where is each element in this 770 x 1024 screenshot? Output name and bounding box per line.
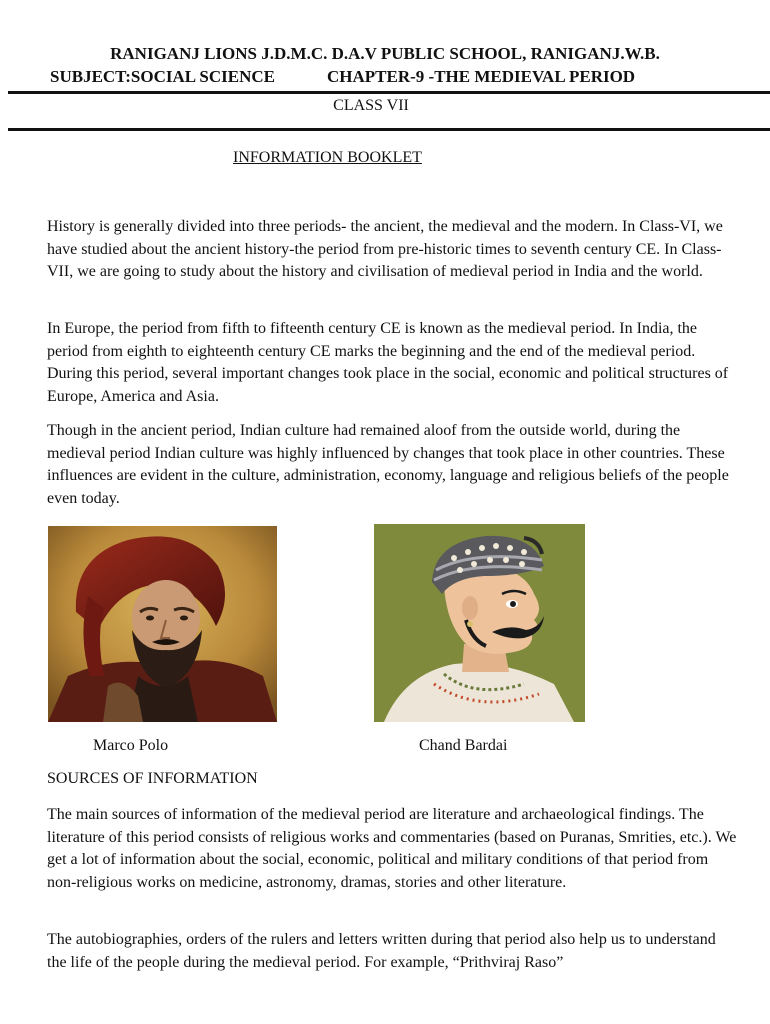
sources-paragraph-2: The autobiographies, orders of the rulers and letters written during that period also help us to understand the life of the people during the medieval period. For example, “Prithviraj Raso” [47, 931, 716, 971]
marco-polo-portrait [48, 526, 277, 722]
marco-polo-caption: Marco Polo [93, 737, 169, 754]
intro-paragraph-1: History is generally divided into three periods- the ancient, the medieval and the modern. In Class-VI, we have studied about the ancient history-the period from pre-historic times to seventh century CE. In Class-VII, we are going to study about the history and civilisation of medieval period in India and the world. [47, 218, 723, 280]
sources-heading: SOURCES OF INFORMATION [47, 770, 258, 787]
subject-label: SUBJECT:SOCIAL SCIENCE [50, 67, 276, 86]
chand-bardai-portrait [374, 524, 585, 722]
sources-paragraph-1: The main sources of information of the medieval period are literature and archaeological findings. The literature of this period consists of religious works and commentaries (based on Puranas, Smrities, etc.). We get a lot of information about the social, economic, political and military conditions of that period from non-religious works on medicine, astronomy, dramas, stories and other literature. [47, 806, 737, 891]
school-name: RANIGANJ LIONS J.D.M.C. D.A.V PUBLIC SCHOOL, RANIGANJ.W.B. [110, 44, 660, 63]
chand-bardai-caption: Chand Bardai [419, 737, 508, 754]
chapter-label: CHAPTER-9 -THE MEDIEVAL PERIOD [327, 67, 636, 86]
intro-paragraph-3: Though in the ancient period, Indian culture had remained aloof from the outside world, during the medieval period Indian culture was highly influenced by changes that took place in other countries. These influences are evident in the culture, administration, economy, language and religious beliefs of the people even today. [47, 422, 729, 507]
header-divider-bottom [8, 128, 770, 131]
header-divider-top [8, 91, 770, 94]
class-label: CLASS VII [333, 97, 409, 114]
intro-paragraph-2: In Europe, the period from fifth to fifteenth century CE is known as the medieval period. In India, the period from eighth to eighteenth century CE marks the beginning and the end of the medieval period. During this period, several important changes took place in the social, economic and political structures of Europe, America and Asia. [47, 320, 729, 405]
booklet-title: INFORMATION BOOKLET [233, 149, 422, 166]
